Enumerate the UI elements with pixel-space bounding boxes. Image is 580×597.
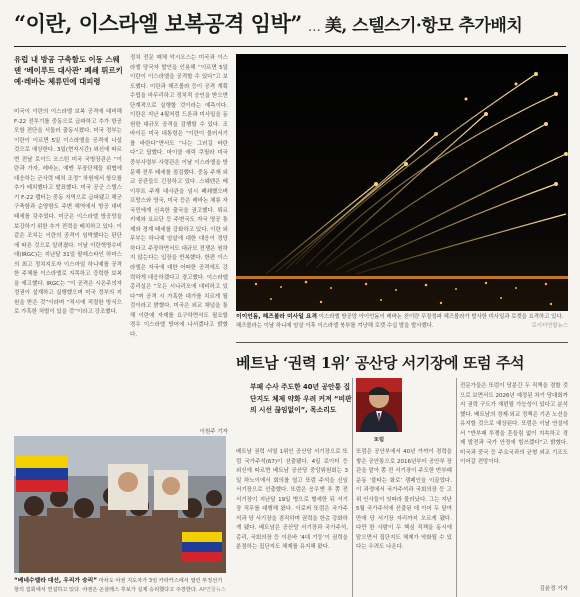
article2-col3-text: 전문가들은 또럼이 당분간 두 직책을 겸할 것으로 보면서도 2026년 예정된 차기 당대회까지 권력 구도가 재편될 가능성이 있다고 분석했다. 베트남의 경제·외교 정책은 기존 노선을 유지할 것으로 예상된다. 또럼은 이날 연설에서 “반부패 투쟁을 흔들림 없이 지속하고 경제 발전과 국가 안정에 힘쓰겠다”고 밝혔다. 미국과 중국 등 주요국과의 균형 외교 기조도 이어갈 전망이다. <box>460 383 568 466</box>
venezuela-photo-credit: AP연합뉴스 <box>199 586 226 593</box>
article2-byline: 김윤정 기자 <box>539 586 568 592</box>
iron-dome-caption-text: 이스라엘 방공망 아이언돔이 레바논 친이란 무장정파 헤즈볼라가 발사한 미사일과 로켓을 요격하고 있다. 헤즈볼라는 이날 하니예 암살 이후 이스라엘 북부를 겨냥해 로켓 수십 발을 발사했다. <box>236 314 564 329</box>
article1-byline: 이원주 기자 <box>199 429 228 435</box>
venezuela-caption-title: “베네수엘라 대선, 우리가 승리” <box>14 578 98 584</box>
article1-column-2 <box>130 54 228 428</box>
iron-dome-caption-title: 이이언돔, 헤즈볼라 미사일 요격 <box>236 314 318 320</box>
article1-column-1 <box>14 108 122 428</box>
portrait-caption: 또럼 <box>373 437 385 443</box>
venezuela-rally-photo <box>14 436 226 573</box>
article2-column-2 <box>356 448 452 594</box>
article2-headline: 베트남 ‘권력 1위’ 공산당 서기장에 또럼 주석 <box>236 354 525 372</box>
section-rule <box>236 342 568 343</box>
article1-col2-text: 정치 전문 매체 악시오스는 미국과 이스라엘 당국자 발언을 인용해 “이르면 5일 이란이 이스라엘을 공격할 수 있다”고 보도했다. 이란과 헤즈볼라 등이 공격 계획 수립을 마무리하고 정치적 승인을 받으면 단계적으로 실행할 것이라는 예측이다. 이란은 지난 4월처럼 드론과 미사일을 동원한 대규모 공격을 감행할 수 있다. 조 바이든 미국 대통령은 “이란이 물러서기를 바란다”면서도 “나는 그러길 바란다”고 답했다. 마이클 에릭 쿠릴라 미국 중부사령부 사령관은 이날 이스라엘을 방문해 전투 태세를 점검했다. 중동 주재 외교 공관들도 긴장하고 있다. 스웨덴은 베이루트 주재 대사관을 임시 폐쇄했으며 프랑스와 영국, 미국 등은 레바논 체류 자국민에게 신속한 출국을 권고했다. 튀르키예와 요르단 등 주변국도 자국 영공 통제와 경계 태세를 강화하고 있다. 이란 외무부는 하니예 암살에 대한 대응이 정당하다고 주장하면서도 대규모 전쟁은 원하지 않는다는 입장을 반복했다. 한편 이스라엘은 자국에 대한 어떠한 공격에도 강력하게 대응하겠다고 경고했다. 이스라엘 총리실은 “모든 시나리오에 대비하고 있다”며 공격 시 가혹한 대가를 치르게 될 것이라고 밝혔다. 미국은 외교 채널을 통해 이란에 자제를 요구하면서도 필요할 경우 이스라엘 방어에 나서겠다고 밝혔다. <box>130 55 228 338</box>
to-lam-portrait <box>356 378 402 432</box>
iron-dome-illustration <box>236 54 568 311</box>
article2-column-1 <box>236 448 348 594</box>
main-headline <box>14 8 570 42</box>
article1-lead: 유럽 내 방공 구축함도 이동 스웨덴 ‘베이루트 대사관’ 폐쇄 튀르키예·레바논 체류민에 대피령 <box>14 55 123 86</box>
headline-rule <box>14 46 566 47</box>
iron-dome-photo <box>236 54 568 311</box>
article2-divider-2 <box>456 378 457 597</box>
article2-divider-1 <box>352 378 353 597</box>
headline-sub: 美, 스텔스기·항모 추가배치 <box>324 16 523 36</box>
venezuela-rally-caption <box>14 577 226 594</box>
portrait-illustration <box>356 378 402 432</box>
article1-col1-text: 미국이 이란의 이스라엘 보복 공격에 대비해 F-22 전투기를 중동으로 급파하고 추가 항공모함 전단을 서둘러 출동시켰다. 미국 정부는 이란이 이르면 5일 이스라엘을 공격에 나설 것으로 예상한다. 3일(현지시간) 외신에 따르면 전날 로이드 오스틴 미국 국방장관은 “이란과 가자, 레바논, 예멘 무장단체들 위협에 대응하는 군사력 배치 조정” 차원에서 항모를 추가 배치했다고 발표했다. 미국 공군 스텔스기 F-22 랩터는 중동 지역으로 급파됐고 해군 구축함과 순양함도 주변 해역에서 방공 대비 태세를 갖추었다. 미군은 이스라엘 방공망을 보강하기 위한 추가 전력을 배치하고 있다. 이 같은 조치는 이란의 공격이 임박했다는 판단에 따른 것으로 알려졌다. 이날 이란혁명수비대(IRGC)는 지난달 31일 팔레스타인 하마스의 최고 정치지도자 이스마일 하니예를 공격한 주체를 이스라엘로 지목하고 강력한 보복을 예고했다. IRGC는 “이 공격은 시온주의자 정권이 설계하고 실행했으며 미국 정부의 지원을 받은 것”이라며 “적시에 적절한 방식으로 가혹한 처벌이 있을 것”이라고 강조했다. <box>14 109 122 316</box>
article2-lead: 부패 수사 주도한 40년 공안통 집단지도 체제 약화 우려 커져 “비판의 시선 끊임없이”, 목소리도 <box>250 383 352 415</box>
article2-col2-text: 또럼은 공안부에서 40년 가까이 경력을 쌓은 공안통으로 2016년부터 공안부 장관을 맡아 쫑 전 서기장이 주도한 반부패 운동 ‘불타는 화로’ 캠페인을 이끌었다. 이 과정에서 국가주석과 국회의장 등 고위 인사들이 잇따라 물러났다. 그는 지난 5월 국가주석에 선출된 데 이어 두 달여 만에 당 서기장 자리까지 오르게 됐다. 다만 한 사람이 두 핵심 직책을 동시에 맡으면서 집단지도 체제가 약화될 수 있다는 우려도 나온다. <box>356 449 452 551</box>
article2-byline-box <box>460 585 568 595</box>
article2-column-3 <box>460 382 568 584</box>
article2-col1-text: 베트남 권력 서열 1위인 공산당 서기장으로 또럼 국가주석(67)이 선출됐다. 4일 로이터 등 외신에 따르면 베트남 공산당 중앙위원회는 3일 하노이에서 회의를 열고 또럼 주석을 신임 서기장으로 선출했다. 또럼은 응우옌 푸 쫑 전 서기장이 지난달 19일 병으로 별세한 뒤 서기장 직무를 대행해 왔다. 이로써 또럼은 국가주석과 당 서기장을 겸직하며 권력을 한층 강화하게 됐다. 베트남은 공산당 서기장과 국가주석, 총리, 국회의장 등 이른바 ‘4대 기둥’이 권력을 분점하는 집단지도 체제를 유지해 왔다. <box>236 449 348 551</box>
rally-illustration <box>14 436 226 573</box>
headline-main: “이란, 이스라엘 보복공격 임박” <box>14 11 302 36</box>
venezuela-caption-text: 마차도 야권 지도자가 3일 카라카스에서 열린 부정선거 항의 집회에서 연설하고 있다. 야권은 곤살레스 후보가 실제 승리했다고 주장한다. <box>14 578 223 593</box>
iron-dome-photo-credit: 로이터연합뉴스 <box>531 322 568 329</box>
iron-dome-caption <box>236 313 568 331</box>
headline-separator: … <box>307 20 321 35</box>
